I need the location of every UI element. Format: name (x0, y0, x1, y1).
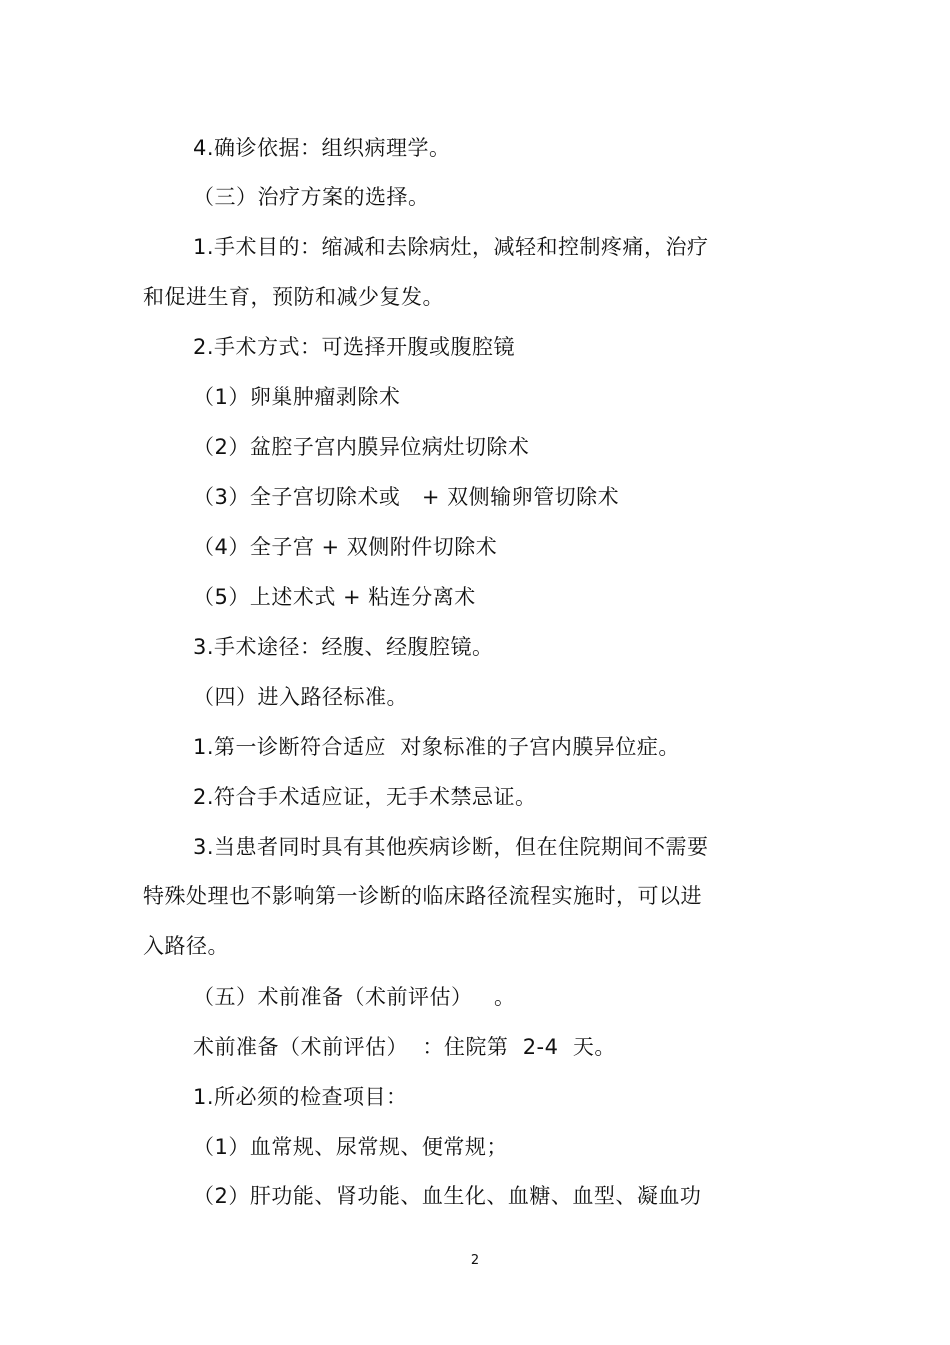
list-item-test-1: （1）血常规、尿常规、便常规； (193, 1135, 508, 1159)
list-item-test-2: （2）肝功能、肾功能、血生化、血糖、血型、凝血功 (193, 1184, 702, 1208)
text-line-criteria-1: 1.第一诊断符合适应 对象标准的子宫内膜异位症。 (193, 735, 680, 759)
list-item-surgery-1: （1）卵巢肿瘤剥除术 (193, 385, 401, 409)
text-line-surgery-route: 3.手术途径：经腹、经腹腔镜。 (193, 635, 494, 659)
text-line-preop-days: 术前准备（术前评估） ：住院第 2-4 天。 (193, 1035, 616, 1059)
list-item-surgery-2: （2）盆腔子宫内膜异位病灶切除术 (193, 435, 530, 459)
text-line-surgery-purpose-cont: 和促进生育，预防和减少复发。 (143, 285, 444, 309)
list-item-surgery-4: （4）全子宫 + 双侧附件切除术 (193, 535, 498, 559)
text-line-criteria-2: 2.符合手术适应证，无手术禁忌证。 (193, 785, 537, 809)
text-line-criteria-3: 3.当患者同时具有其他疾病诊断，但在住院期间不需要 (193, 835, 709, 859)
list-item-surgery-5: （5）上述术式 + 粘连分离术 (193, 585, 476, 609)
list-item-surgery-3: （3）全子宫切除术或 + 双侧输卵管切除术 (193, 485, 620, 509)
section-heading-treatment-plan: （三）治疗方案的选择。 (193, 185, 430, 209)
text-line-criteria-3-end: 入路径。 (143, 934, 229, 958)
text-line-surgery-method: 2.手术方式：可选择开腹或腹腔镜 (193, 335, 516, 359)
text-line-diagnosis-basis: 4.确诊依据：组织病理学。 (193, 136, 451, 160)
section-heading-preop-prep: （五）术前准备（术前评估） 。 (193, 985, 516, 1009)
section-heading-pathway-criteria: （四）进入路径标准。 (193, 685, 408, 709)
page-number: 2 (470, 1253, 480, 1268)
text-line-surgery-purpose: 1.手术目的：缩减和去除病灶，减轻和控制疼痛，治疗 (193, 235, 709, 259)
text-line-criteria-3-cont: 特殊处理也不影响第一诊断的临床路径流程实施时，可以进 (143, 884, 702, 908)
text-line-required-tests: 1.所必须的检查项目： (193, 1085, 408, 1109)
